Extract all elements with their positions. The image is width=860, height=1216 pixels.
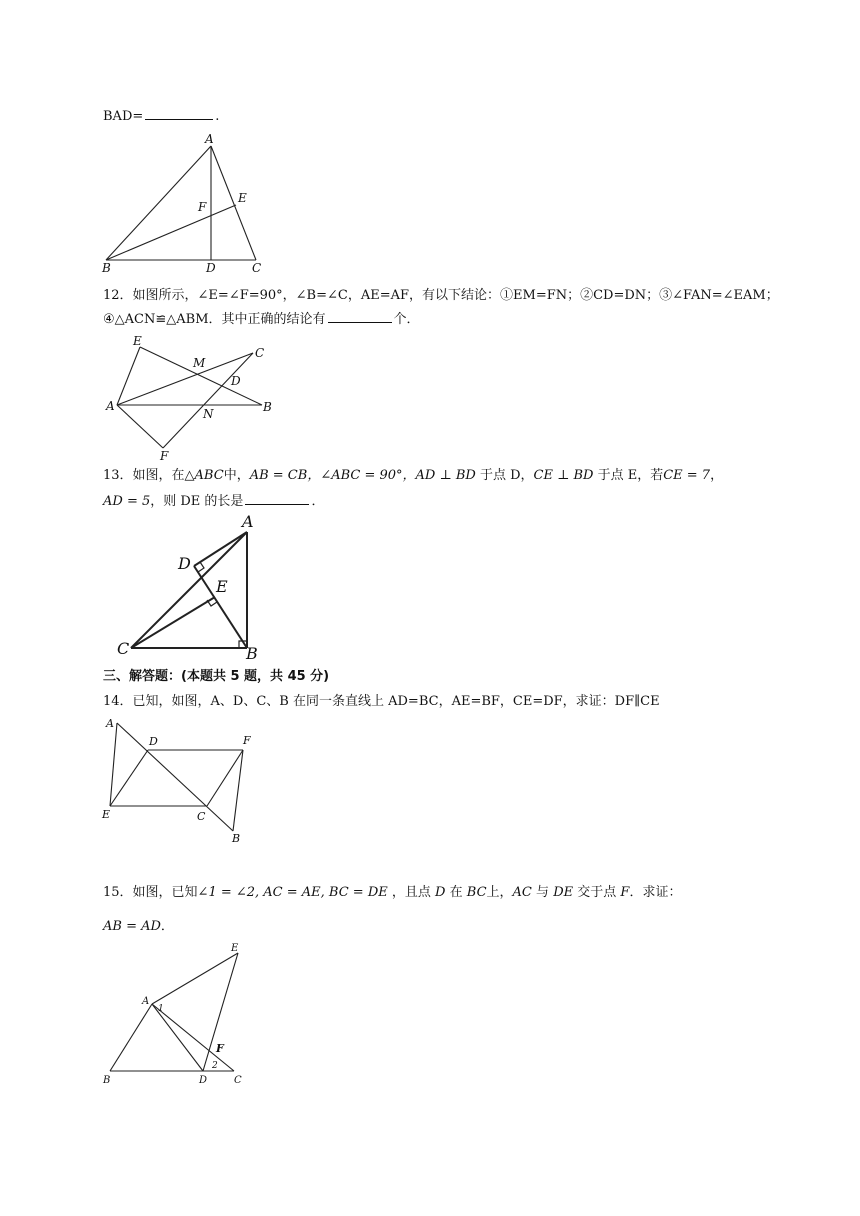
fig14-label-c: C xyxy=(197,810,206,823)
fig11-label-f: F xyxy=(198,200,207,214)
q15-line1-f: 交于点 xyxy=(577,885,617,900)
fig15-label-e: E xyxy=(231,943,239,954)
q15-line1-a: 15．如图，已知 xyxy=(103,885,198,900)
fig15-label-c: C xyxy=(234,1075,242,1086)
q13-line1-d: 于点 E，若 xyxy=(597,468,664,483)
fig15-label-angle2: 2 xyxy=(212,1061,218,1071)
fig14-label-a: A xyxy=(106,717,114,730)
fig14-label-f: F xyxy=(243,734,251,747)
q15-ac: AC xyxy=(512,885,532,900)
q13-line2-c: ． xyxy=(311,494,325,509)
answer-blank[interactable] xyxy=(328,310,392,323)
q15-point-d: D xyxy=(435,885,446,900)
fig14-label-b: B xyxy=(232,832,241,845)
q13-line2-b: ，则 DE 的长是 xyxy=(150,494,244,509)
answer-blank[interactable] xyxy=(245,492,309,505)
fig15-label-a: A xyxy=(142,996,150,1007)
q13-line1-c: 于点 D， xyxy=(479,468,534,483)
q15-given: ∠1 = ∠2, AC = AE, BC = DE xyxy=(197,885,388,900)
fig14-label-e: E xyxy=(102,808,111,821)
q13-triangle: △ABC xyxy=(184,468,224,483)
fig13-label-a: A xyxy=(242,512,254,531)
fig13-label-d: D xyxy=(178,554,191,573)
q12-line2-b: 个． xyxy=(393,312,420,327)
q12-line2 xyxy=(103,310,420,329)
q12-line1: 12．如图所示，∠E=∠F=90°，∠B=∠C，AE=AF，有以下结论：①EM=FN；②CD=DN；③∠FAN=∠EAM； xyxy=(103,288,779,303)
q15-line1-g: ．求证： xyxy=(629,885,682,900)
q11-end: . xyxy=(215,109,220,124)
q13-line1-e: ， xyxy=(710,468,724,483)
q14-text: 14．已知，如图，A、D、C、B 在同一条直线上 AD=BC，AE=BF，CE=DF，求证：DF∥CE xyxy=(103,694,660,709)
fig15-label-angle1: 1 xyxy=(158,1004,164,1014)
fig12-label-n: N xyxy=(203,407,214,421)
fig13-label-e: E xyxy=(216,577,228,596)
q13-line1-b: 中， xyxy=(223,468,250,483)
q15-de: DE xyxy=(553,885,574,900)
q15-line1-b: ，且点 xyxy=(391,885,431,900)
q15-bc: BC xyxy=(466,885,487,900)
fig11-label-d: D xyxy=(206,261,216,275)
q15-point-f: F xyxy=(620,885,630,900)
fig11-label-e: E xyxy=(238,191,247,205)
fig12-label-f: F xyxy=(160,449,169,463)
q13-ce-perp: CE ⊥ BD xyxy=(533,468,594,483)
fig15-label-f: F xyxy=(216,1042,224,1055)
q11-answer-line xyxy=(103,107,219,126)
fig12-label-e: E xyxy=(133,334,142,348)
q11-text: BAD= xyxy=(103,109,144,124)
q15-line1-c: 在 xyxy=(449,885,463,900)
fig11-label-b: B xyxy=(102,261,111,275)
fig13-label-c: C xyxy=(117,639,130,658)
q12-line2-a: ④△ACN≌△ABM．其中正确的结论有 xyxy=(103,312,326,327)
fig11-label-a: A xyxy=(205,132,214,146)
q13-ad5: AD = 5 xyxy=(103,494,151,509)
q13-line1-a: 13．如图，在 xyxy=(103,468,185,483)
q15-line2-end: ． xyxy=(160,919,174,934)
q15-line1-e: 与 xyxy=(536,885,550,900)
q15-line1 xyxy=(103,884,681,902)
fig15-label-b: B xyxy=(103,1075,111,1086)
fig14-label-d: D xyxy=(149,735,158,748)
answer-blank[interactable] xyxy=(145,107,213,120)
fig12-label-m: M xyxy=(193,356,206,370)
fig12-label-c: C xyxy=(255,346,265,360)
q15-goal: AB = AD xyxy=(103,919,161,934)
q13-angle: ，∠ABC = 90° xyxy=(307,468,403,483)
q13-line1 xyxy=(103,467,723,485)
q13-ce7: CE = 7 xyxy=(663,468,711,483)
q13-ab-cb: AB = CB xyxy=(249,468,308,483)
q15-line2 xyxy=(103,918,174,936)
fig11-label-c: C xyxy=(252,261,262,275)
fig12-label-d: D xyxy=(231,374,241,388)
q15-line1-d: 上， xyxy=(486,885,513,900)
fig12-label-b: B xyxy=(263,400,272,414)
fig13-label-b: B xyxy=(246,644,258,663)
fig12-label-a: A xyxy=(106,399,115,413)
q13-ad-perp: ，AD ⊥ BD xyxy=(402,468,476,483)
section-heading: 三、解答题：(本题共 5 题，共 45 分) xyxy=(103,669,330,684)
fig15-label-d: D xyxy=(199,1075,208,1086)
q13-line2 xyxy=(103,492,324,511)
